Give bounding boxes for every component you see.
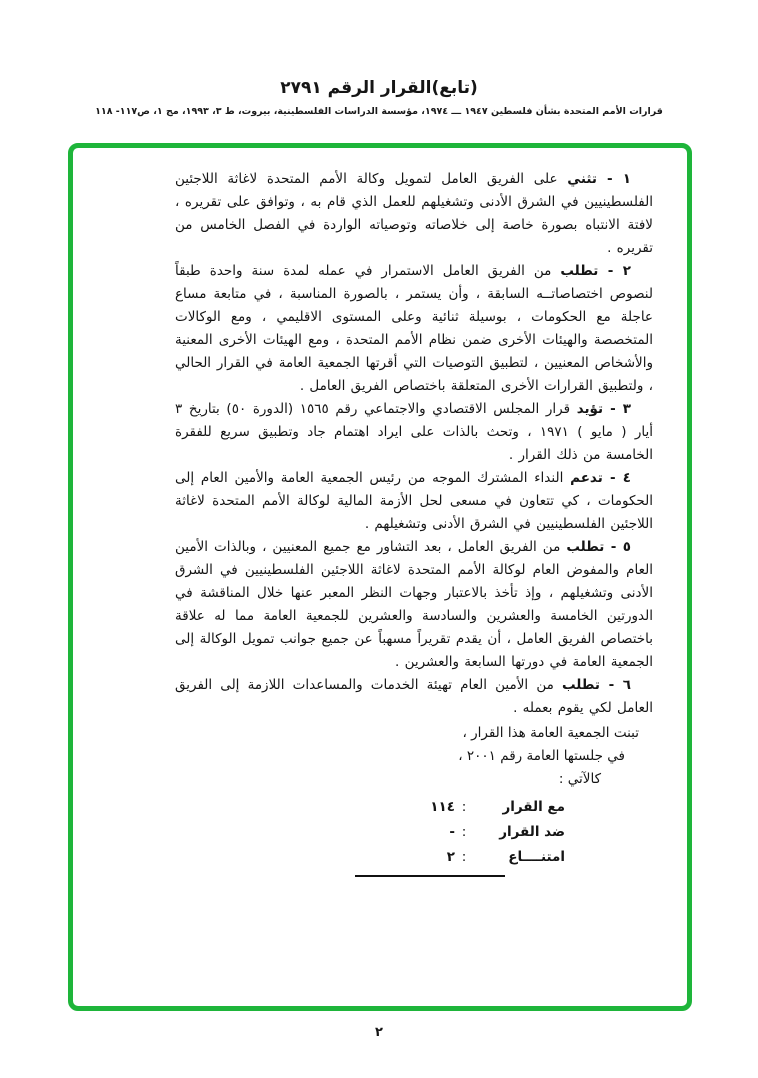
paragraph-6-text: من الأمين العام تهيئة الخدمات والمساعدات اللازمة إلى الفريق العامل لكي يقوم بعمله . [175,677,653,716]
vote-against-label: ضد القرار [499,824,565,840]
adoption-line-2: في جلستها العامة رقم ٢٠٠١ ، [458,748,625,764]
resolution-paragraph-2 [175,260,653,398]
resolution-paragraph-4 [175,467,653,536]
vote-tally [175,795,565,877]
paragraph-5-lead: ٥ - تطلب [566,539,632,555]
paragraph-2-lead: ٢ - تطلب [560,263,631,279]
vote-for-label: مع القرار [502,799,565,815]
resolution-paragraph-5 [175,536,653,674]
resolution-title: (تابع)القرار الرقم ٢٧٩١ [280,78,478,98]
adoption-line-1: تبنت الجمعية العامة هذا القرار ، [462,725,639,741]
adoption-statement [175,722,653,791]
paragraph-3-lead: ٣ - تؤيد [576,401,631,417]
resolution-paragraph-3 [175,398,653,467]
vote-abstain-value: ٢ [446,849,455,865]
resolution-body [175,168,653,877]
paragraph-4-text: النداء المشترك الموجه من رئيس الجمعية العامة والأمين العام إلى الحكومات ، كي تتعاون في مسعى لحل الأزمة المالية لوكالة الأمم المتحدة لاغاثة اللاجئين الفلسطينيين في الشرق الأدنى وتشغيلهم . [175,470,653,532]
vote-row-for [175,795,565,820]
vote-row-against [175,820,565,845]
resolution-paragraph-1 [175,168,653,260]
vote-tally-underline [355,875,505,877]
adoption-line-3: كالآتي : [558,771,601,787]
vote-abstain-colon: : [461,849,467,865]
paragraph-1-lead: ١ - تثني [567,171,631,187]
vote-abstain-label: امتنــــاع [508,849,565,865]
vote-row-abstain [175,845,565,870]
paragraph-6-lead: ٦ - تطلب [561,677,631,693]
paragraph-2-text: من الفريق العامل الاستمرار في عمله لمدة سنة واحدة طبقاً لنصوص اختصاصاتــه السابقة ، وأن يستمر ، بالصورة المناسبة ، في متابعة مساع عاجلة مع الحكومات ، بوسيلة ثنائية وعلى المستوى الاقليمي ، ومع الوكالات المتخصصة والهيئات الأخرى ضمن نظام الأمم المتحدة ، ومع الهيئات الأخرى المعنية والأشخاص المعنيين ، لتطبيق التوصيات التي أقرتها الجمعية العامة في القرار الحالي ، ولتطبيق القرارات الأخرى المتعلقة باختصاص الفريق العامل . [175,263,653,394]
vote-against-value: - [449,824,455,840]
paragraph-3-text: قرار المجلس الاقتصادي والاجتماعي رقم ١٥٦٥ (الدورة ٥٠) بتاريخ ٣ أيار ( مايو ) ١٩٧١ ، وتحث بالذات على ايراد اهتمام جاد وتطبيق سريع للفقرة الخامسة من ذلك القرار . [175,401,653,463]
page-number: ٢ [375,1025,383,1040]
resolution-paragraph-6 [175,674,653,720]
vote-for-colon: : [461,799,467,815]
vote-against-colon: : [461,824,467,840]
vote-for-value: ١١٤ [430,799,455,815]
paragraph-1-text: على الفريق العامل لتمويل وكالة الأمم المتحدة لاغاثة اللاجئين الفلسطينيين في الشرق الأدنى وتشغيلهم للعمل الذي قام به ، وتوافق على تقريره ، لافتة الانتباه بصورة خاصة إلى خلاصاته وتوصياته الواردة في الفصل الخامس من تقريره . [175,171,653,256]
paragraph-4-lead: ٤ - تدعم [570,470,631,486]
paragraph-5-text: من الفريق العامل ، بعد التشاور مع جميع المعنيين ، وبالذات الأمين العام والمفوض العام لوكالة الأمم المتحدة لاغاثة اللاجئين الفلسطينيين في الشرق الأدنى وتشغيلهم ، وإذ تأخذ بالاعتبار وجهات النظر المعبر عنها خلال المناقشة في الدورتين الخامسة والعشرين والسادسة والعشرين للجمعية العامة مما له علاقة باختصاص الفريق العامل ، أن يقدم تقريراً مسهباً عن جميع جوانب تمويل الوكالة إلى الجمعية العامة في دورتها السابعة والعشرين . [175,539,653,670]
green-border-frame [68,143,692,1011]
source-citation-line: قرارات الأمم المتحدة بشأن فلسطين ١٩٤٧ ـــ ١٩٧٤، مؤسسة الدراسات الفلسطينية، بيروت، ط ٣، ١٩٩٣، مج ١، ص١١٧- ١١٨ [95,106,663,117]
